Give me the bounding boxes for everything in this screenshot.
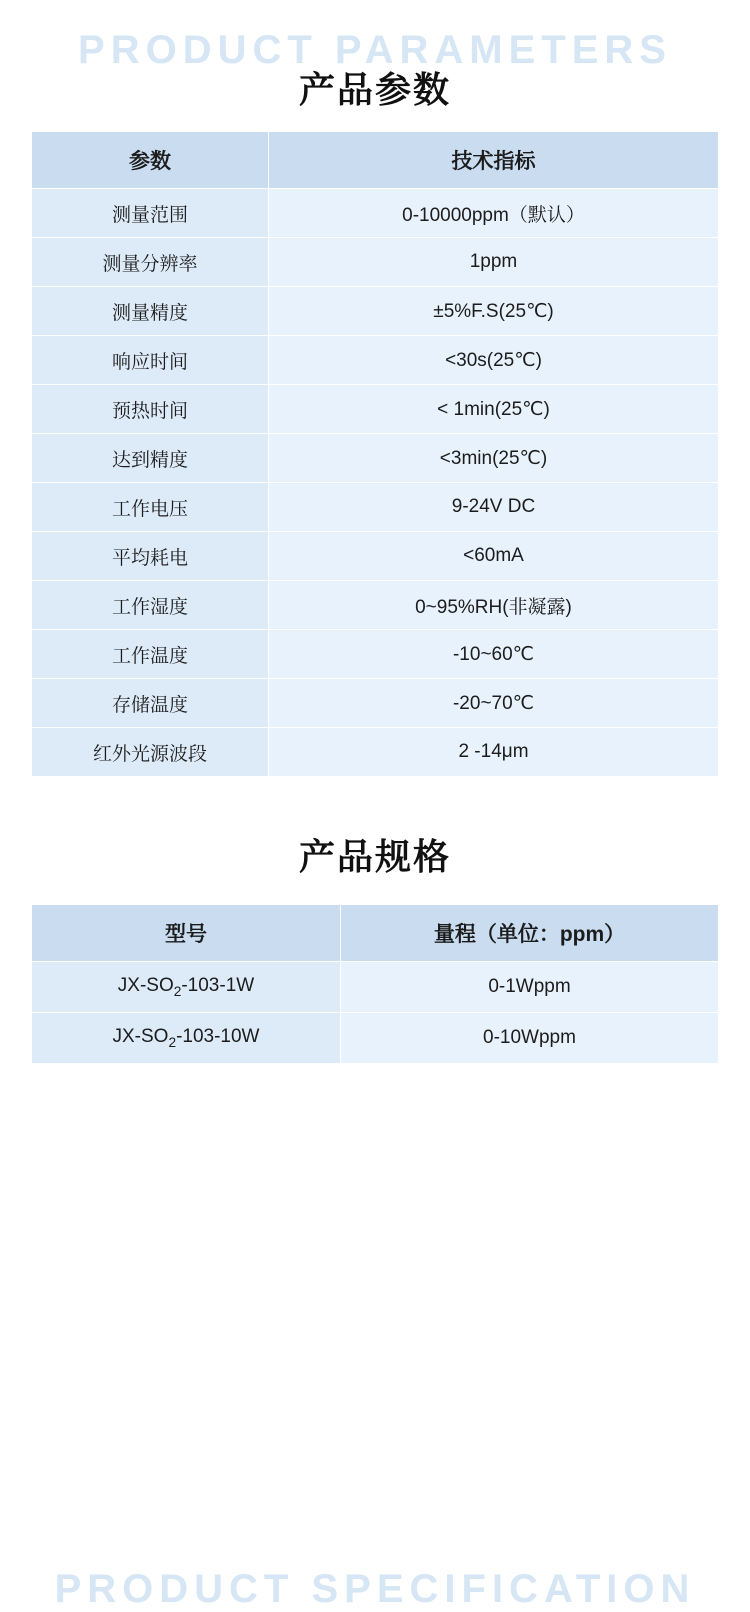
model-suffix: -103-1W [181, 975, 255, 997]
product-specification-watermark: PRODUCT SPECIFICATION [54, 1567, 696, 1612]
row-label: 预热时间 [32, 385, 269, 434]
model-prefix: JX-SO [112, 1026, 169, 1048]
row-value: 0-10000ppm（默认） [269, 189, 719, 238]
header-cell-range: 量程（单位：ppm） [341, 905, 719, 962]
row-label: 测量分辨率 [32, 238, 269, 287]
table-row [32, 434, 719, 483]
product-parameters-section [0, 0, 750, 777]
row-value: 2 -14μm [269, 728, 719, 777]
row-value: < 1min(25℃) [269, 385, 719, 434]
table-row [32, 581, 719, 630]
table-row [32, 728, 719, 777]
row-label: 测量范围 [32, 189, 269, 238]
table-row [32, 483, 719, 532]
header-cell-spec: 技术指标 [269, 132, 719, 189]
row-value: 9-24V DC [269, 483, 719, 532]
product-specification-title: 产品规格 [298, 836, 451, 878]
product-specification-table-wrapper [0, 904, 750, 1064]
product-specification-section [0, 801, 750, 1612]
row-label: 工作温度 [32, 630, 269, 679]
row-value: 0~95%RH(非凝露) [269, 581, 719, 630]
row-value: ±5%F.S(25℃) [269, 287, 719, 336]
row-label: 测量精度 [32, 287, 269, 336]
row-label: 工作电压 [32, 483, 269, 532]
model-subscript: 2 [168, 1035, 177, 1051]
row-label: 工作湿度 [32, 581, 269, 630]
table-row [32, 385, 719, 434]
product-parameters-table [31, 131, 719, 777]
model-prefix: JX-SO [117, 975, 174, 997]
row-range: 0-1Wppm [341, 962, 719, 1013]
product-parameters-watermark: PRODUCT PARAMETERS [78, 28, 672, 72]
model-suffix: -103-10W [176, 1026, 260, 1048]
row-value: -20~70℃ [269, 679, 719, 728]
row-value: <60mA [269, 532, 719, 581]
row-value: <3min(25℃) [269, 434, 719, 483]
table-row [32, 238, 719, 287]
table-row [32, 287, 719, 336]
row-label: 红外光源波段 [32, 728, 269, 777]
table-row [32, 962, 719, 1013]
header-cell-model: 型号 [32, 905, 341, 962]
table-row [32, 336, 719, 385]
row-value: -10~60℃ [269, 630, 719, 679]
product-parameters-table-wrapper [0, 131, 750, 777]
table-header-row [32, 132, 719, 189]
table-row [32, 189, 719, 238]
row-label: 响应时间 [32, 336, 269, 385]
product-specification-table [31, 904, 719, 1064]
table-row [32, 532, 719, 581]
row-label: 平均耗电 [32, 532, 269, 581]
row-value: <30s(25℃) [269, 336, 719, 385]
row-label: 达到精度 [32, 434, 269, 483]
product-parameters-title: 产品参数 [298, 69, 451, 110]
table-row [32, 679, 719, 728]
table-row [32, 1013, 719, 1064]
table-header-row [32, 905, 719, 962]
header-cell-parameter: 参数 [32, 132, 269, 189]
row-model [32, 1013, 341, 1064]
row-value: 1ppm [269, 238, 719, 287]
row-label: 存储温度 [32, 679, 269, 728]
row-model [32, 962, 341, 1013]
table-row [32, 630, 719, 679]
row-range: 0-10Wppm [341, 1013, 719, 1064]
model-subscript: 2 [173, 984, 182, 1000]
